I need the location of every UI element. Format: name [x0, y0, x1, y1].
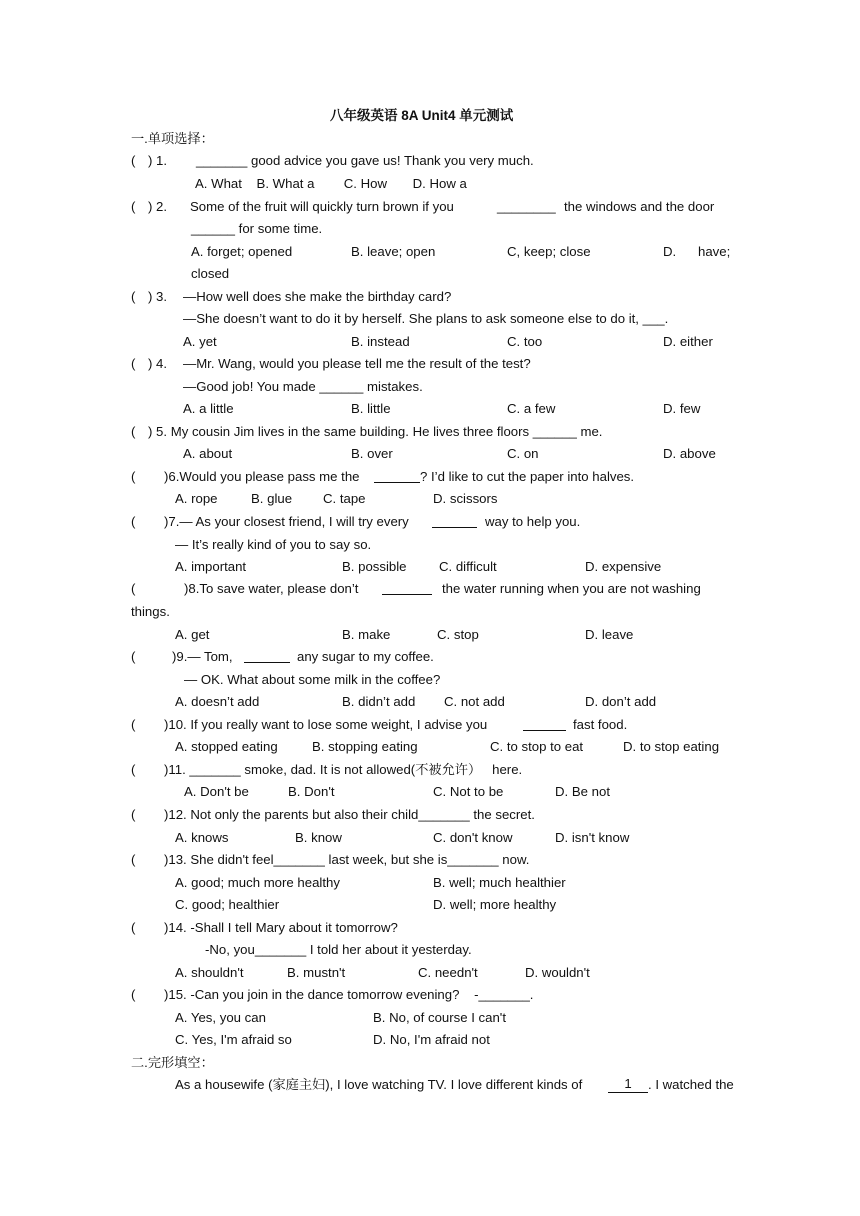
options-line: A. What B. What a C. How D. How a: [195, 176, 467, 191]
option-d: D. scissors: [433, 491, 498, 506]
dialogue-line-1: —Mr. Wang, would you please tell me the result of the test?: [183, 356, 531, 371]
option-c: C. on: [507, 446, 539, 461]
option-b: B. little: [351, 401, 391, 416]
question-stem-a: )9.— Tom,: [172, 649, 233, 664]
option-c: C. Not to be: [433, 784, 504, 799]
question-stem-b: fast food.: [573, 717, 628, 732]
question-number: ) 4.: [148, 356, 168, 371]
question-stem: _______ good advice you gave us! Thank you very much.: [196, 153, 534, 168]
dialogue-line-2: — OK. What about some milk in the coffee?: [184, 672, 441, 687]
dialogue-line-2: -No, you_______ I told her about it yesterday.: [205, 942, 472, 957]
option-c: C. difficult: [439, 559, 497, 574]
option-c: C. a few: [507, 401, 556, 416]
question-stem-c: things.: [131, 604, 170, 619]
question-stem-b: way to help you.: [485, 514, 581, 529]
option-a: A. shouldn't: [175, 965, 244, 980]
answer-paren[interactable]: (: [131, 987, 136, 1002]
question-stem-a: )10. If you really want to lose some weight, I advise you: [164, 717, 488, 732]
option-d: D. don’t add: [585, 694, 657, 709]
option-b: B. possible: [342, 559, 407, 574]
question-stem-a: )6.Would you please pass me the: [164, 469, 360, 484]
option-b: B. instead: [351, 334, 410, 349]
answer-paren[interactable]: (: [131, 807, 136, 822]
option-d: D. to stop eating: [623, 739, 720, 754]
answer-paren[interactable]: (: [131, 289, 136, 304]
option-b: B. didn’t add: [342, 694, 416, 709]
blank: [382, 582, 432, 595]
question-stem-a: )8.To save water, please don’t: [184, 581, 359, 596]
option-c: C. too: [507, 334, 543, 349]
option-a: A. get: [175, 627, 210, 642]
dialogue-line-1: —How well does she make the birthday card?: [183, 289, 452, 304]
question-stem-b: the windows and the door: [564, 199, 715, 214]
option-a: A. knows: [175, 830, 229, 845]
option-c: C. good; healthier: [175, 897, 280, 912]
option-d: D. No, I'm afraid not: [373, 1032, 490, 1047]
option-b: B. make: [342, 627, 391, 642]
question-stem-b: the water running when you are not washing: [442, 581, 701, 596]
answer-paren[interactable]: (: [131, 649, 136, 664]
option-b: B. No, of course I can't: [373, 1010, 506, 1025]
option-d: D. expensive: [585, 559, 662, 574]
question-stem: )13. She didn't feel_______ last week, but she is_______ now.: [164, 852, 530, 867]
option-d-continued: closed: [191, 266, 230, 281]
answer-paren[interactable]: (: [131, 581, 136, 596]
question-stem: )12. Not only the parents but also their child_______ the secret.: [164, 807, 535, 822]
question-stem: )11. _______ smoke, dad. It is not allowed(不被允许） here.: [164, 762, 523, 777]
section-heading-choice: 一.单项选择：: [131, 131, 214, 146]
option-d: D. wouldn't: [525, 965, 590, 980]
option-a: A. important: [175, 559, 247, 574]
option-b: B. mustn't: [287, 965, 346, 980]
answer-paren[interactable]: (: [131, 469, 136, 484]
answer-paren[interactable]: (: [131, 199, 136, 214]
option-a: A. about: [183, 446, 233, 461]
option-c: C. tape: [323, 491, 366, 506]
blank: [523, 718, 566, 731]
answer-paren[interactable]: (: [131, 514, 136, 529]
page-title: 八年级英语 8A Unit4 单元测试: [330, 108, 514, 123]
option-b: B. know: [295, 830, 342, 845]
option-b: B. stopping eating: [312, 739, 418, 754]
option-d: D. above: [663, 446, 716, 461]
option-b: B. well; much healthier: [433, 875, 566, 890]
option-b: B. glue: [251, 491, 293, 506]
option-c: C. to stop to eat: [490, 739, 584, 754]
option-a: A. doesn’t add: [175, 694, 260, 709]
question-stem-a: Some of the fruit will quickly turn brown if you: [190, 199, 454, 214]
dialogue-line-2: — It’s really kind of you to say so.: [175, 537, 372, 552]
option-a: A. rope: [175, 491, 218, 506]
answer-paren[interactable]: (: [131, 153, 136, 168]
question-stem-b: any sugar to my coffee.: [297, 649, 434, 664]
option-d: D. either: [663, 334, 713, 349]
cloze-blank-number: 1: [624, 1076, 632, 1091]
option-a: A. a little: [183, 401, 234, 416]
answer-paren[interactable]: (: [131, 920, 136, 935]
option-d: D. few: [663, 401, 701, 416]
question-number: ) 1.: [148, 153, 168, 168]
option-a: A. Don't be: [184, 784, 249, 799]
option-d: D. well; more healthy: [433, 897, 557, 912]
option-a: A. Yes, you can: [175, 1010, 266, 1025]
option-d-label: D.: [663, 244, 677, 259]
option-d: D. leave: [585, 627, 634, 642]
option-a: A. good; much more healthy: [175, 875, 340, 890]
option-a: A. yet: [183, 334, 217, 349]
option-c: C, keep; close: [507, 244, 591, 259]
dialogue-line-2: —Good job! You made ______ mistakes.: [183, 379, 423, 394]
answer-paren[interactable]: (: [131, 424, 136, 439]
option-c: C. not add: [444, 694, 505, 709]
option-b: B. Don't: [288, 784, 335, 799]
question-stem: )15. -Can you join in the dance tomorrow evening? -_______.: [164, 987, 534, 1002]
dialogue-line-2: —She doesn’t want to do it by herself. She plans to ask someone else to do it, ___.: [183, 311, 669, 326]
option-b: B. over: [351, 446, 393, 461]
option-d: D. Be not: [555, 784, 610, 799]
option-d-word: have;: [698, 244, 731, 259]
question-number: ) 3.: [148, 289, 168, 304]
section-heading-cloze: 二.完形填空：: [131, 1055, 214, 1070]
question-number: ) 2.: [148, 199, 168, 214]
question-stem: ) 5. My cousin Jim lives in the same building. He lives three floors ______ me.: [148, 424, 603, 439]
answer-paren[interactable]: (: [131, 762, 136, 777]
option-c: C. needn't: [418, 965, 478, 980]
option-c: C. don't know: [433, 830, 513, 845]
option-d: D. isn't know: [555, 830, 630, 845]
blank: ________: [497, 199, 556, 214]
answer-paren[interactable]: (: [131, 356, 136, 371]
question-stem-b: ? I’d like to cut the paper into halves.: [420, 469, 635, 484]
blank: [374, 470, 420, 483]
question-stem-c: ______ for some time.: [191, 221, 323, 236]
option-a: A. stopped eating: [175, 739, 278, 754]
question-stem-a: )7.— As your closest friend, I will try every: [164, 514, 409, 529]
answer-paren[interactable]: (: [131, 852, 136, 867]
blank: [432, 515, 477, 528]
question-stem: )14. -Shall I tell Mary about it tomorrow?: [164, 920, 398, 935]
cloze-text-a: As a housewife (家庭主妇), I love watching TV. I love different kinds of: [175, 1077, 583, 1092]
option-c: C. Yes, I'm afraid so: [175, 1032, 292, 1047]
answer-paren[interactable]: (: [131, 717, 136, 732]
option-b: B. leave; open: [351, 244, 436, 259]
option-c: C. stop: [437, 627, 479, 642]
cloze-blank-1[interactable]: [608, 1076, 648, 1093]
blank: [244, 650, 290, 663]
option-a: A. forget; opened: [191, 244, 293, 259]
cloze-text-b: . I watched the: [648, 1077, 734, 1092]
